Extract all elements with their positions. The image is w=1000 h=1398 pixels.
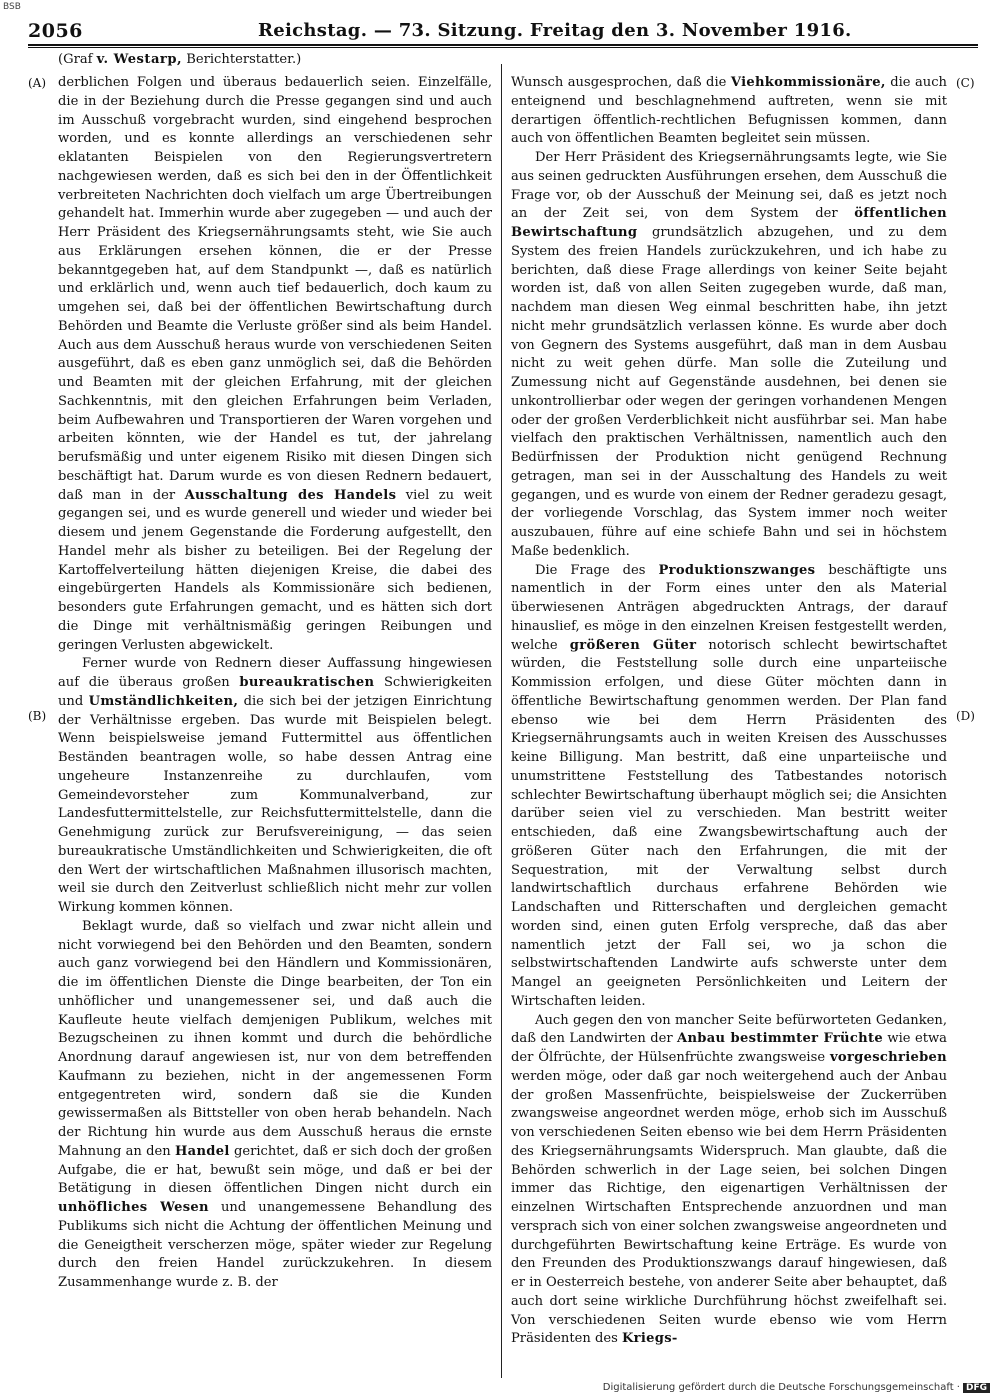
paragraph: Auch gegen den von mancher Seite befürworteten Gedanken, daß den Landwirten der Anbau bestimmter Früchte wie etwa der Ölfrüchte, der Hülsenfrüchte zwangsweise vorgeschrieben werden möge, oder daß gar noch weitergehend auch der Anbau der großen Massenfrüchte, beispielsweise der Zuckerrüben zwangsweise angeordnet werden möge, erhob sich im Ausschuß von verschiedenen Seiten ebenso wie bei dem Herrn Präsidenten des Kriegsernährungsamts Widerspruch. Man glaubte, daß die Behörden schwerlich in der Lage seien, bei solchen Dingen immer das Richtige, den eigenartigen Verhältnissen der einzelnen Wirtschaften Entsprechende anzuordnen und man versprach sich von einer solchen zwangsweise angeordneten und durchgeführten Bewirtschaftung keine Erträge. Es wurde von den Freunden des Produktionszwangs darauf hingewiesen, daß er in Oesterreich bestehe, von anderer Seite aber behauptet, daß auch dort seine wirkliche Durchführung höchst zweifelhaft sei. Von verschiedenen Seiten wurde ebenso wie vom Herrn Präsidenten des Kriegs- bbox=[511, 1012, 947, 1347]
emphasis: öffentlichen Bewirtschaftung bbox=[511, 206, 947, 240]
page-number: 2056 bbox=[28, 20, 83, 42]
emphasis: bureaukratischen bbox=[239, 675, 375, 690]
paragraph: Ferner wurde von Rednern dieser Auffassung hingewiesen auf die überaus großen bureaukratischen Schwierigkeiten und Umständlichkeiten, die sich bei der jetzigen Einrichtung der Verhältnisse ergeben. Das wurde mit Beispielen belegt. Wenn beispielsweise jemand Futtermittel aus öffentlichen Beständen beantragen wolle, so habe dessen Antrag eine ungeheure Instanzenreihe zu durchlaufen, vom Gemeindevorsteher zum Kommunalverband, zur Landesfuttermittelstelle, zur Reichsfuttermittelstelle, dann die Genehmigung zurück zur Berufsvereinigung, — das seien bureaukratische Umständlichkeiten und Schwierigkeiten, die oft den Wert der wirtschaftlichen Maßnahmen illusorisch machten, weil sie durch den Zeitverlust schließlich nicht mehr zur vollen Wirkung kommen können. bbox=[58, 656, 492, 915]
left-column bbox=[58, 74, 492, 1293]
speaker-line bbox=[58, 52, 301, 67]
emphasis: Produktionszwanges bbox=[658, 562, 816, 578]
digitization-footer bbox=[603, 1382, 990, 1393]
header-rule bbox=[28, 44, 978, 46]
emphasis: Umständlichkeiten, bbox=[88, 693, 239, 709]
speaker-prefix: (Graf bbox=[58, 52, 93, 67]
paragraph: derblichen Folgen und überaus bedauerlich seien. Einzelfälle, die in der Beziehung durch die Presse gegangen sind und auch im Ausschuß vorgebracht wurden, sind eingehend besprochen worden, und es konnte allerdings an verschiedenen sehr eklatanten Beispielen von den Regierungsvertretern nachgewiesen werden, daß es sich bei den in der Öffentlichkeit verbreiteten Nachrichten doch vielfach um arge Übertreibungen gehandelt hat. Immerhin wurde aber zugegeben — und auch der Herr Präsident des Kriegsernährungsamts steht, wie Sie auch aus Erklärungen ersehen können, die er der Presse bekanntgegeben hat, auf dem Standpunkt —, daß es natürlich und erklärlich und, wenn auch tief bedauerlich, doch kaum zu umgehen sei, daß bei der öffentlichen Bewirtschaftung durch Behörden und Beamte die Verluste größer sind als beim Handel. Auch aus dem Ausschuß heraus wurde von verschiedenen Seiten ausgeführt, daß es eben ganz unmöglich sei, daß die Behörden und Beamten mit der gleichen Erfahrung, mit der gleichen Sachkenntnis, mit den gleichen Erfahrungen beim Verladen, beim Aufbewahren und Transportieren der Waren vorgehen und arbeiten könnten, wie der Handel es tut, der jahrelang berufsmäßig und unter eigenem Risiko mit diesen Dingen sich beschäftigt hat. Darum wurde es von diesen Rednern bedauert, daß man in der Ausschaltung des Handels viel zu weit gegangen sei, und es wurde generell und wieder und wieder bei diesem und jenem Gegenstande die Forderung aufgestellt, den Handel mehr als bisher zu beteiligen. Bei der Regelung der Kartoffelverteilung hätten diejenigen Kreise, die dabei des eingebürgerten Handels als Kommissionäre sich bedienen, besonders gute Erfahrungen gemacht, und es hätten sich dort die Dinge mit verhältnismäßig geringen Reibungen und geringen Verlusten abgewickelt. bbox=[58, 75, 493, 653]
column-divider bbox=[501, 64, 502, 1378]
footer-text: Digitalisierung gefördert durch die Deutsche Forschungsgemeinschaft · bbox=[602, 1382, 960, 1393]
paragraph: Beklagt wurde, daß so vielfach und zwar nicht allein und nicht vorwiegend bei den Behörden und den Beamten, sondern auch ganz vorwiegend bei den Händlern und Kommissionären, die im öffentlichen Dienste die Dinge bearbeiten, der Ton ein unhöflicher und unangemessener sei, und daß auch die Kaufleute heute vielfach demjenigen Publikum, welches mit Bezugscheinen zu ihnen kommt und durch die behördliche Anordnung darauf angewiesen ist, nur von dem betreffenden Kaufmann zu beziehen, nicht in der angemessenen Form entgegentreten wird, sondern daß sie die Kunden gewissermaßen als Bittsteller von oben herab behandeln. Nach der Richtung hin wurde aus dem Ausschuß heraus die ernste Mahnung an den Handel gerichtet, daß er sich doch der großen Aufgabe, die er hat, bewußt sein möge, und daß er bei der Betätigung in diesen öffentlichen Dingen nicht durch ein unhöfliches Wesen und unangemessene Behandlung des Publikums sich nicht die Achtung der öffentlichen Meinung und die Geneigtheit verscherzen möge, später wieder zur Regelung durch den freien Handel zurückzukehren. In diesem Zusammenhange wurde z. B. der bbox=[58, 918, 492, 1290]
right-column bbox=[511, 74, 947, 1349]
speaker-name: v. Westarp, bbox=[96, 52, 183, 67]
margin-mark-b: (B) bbox=[28, 709, 47, 723]
dfg-logo: DFG bbox=[963, 1383, 990, 1393]
emphasis: Anbau bestimmter Früchte bbox=[677, 1031, 883, 1047]
library-stamp: BSB bbox=[3, 2, 21, 12]
emphasis: größeren Güter bbox=[569, 637, 697, 653]
emphasis: Viehkommissionäre, bbox=[730, 75, 886, 90]
emphasis: vorgeschrieben bbox=[830, 1050, 947, 1065]
speaker-role: Berichterstatter.) bbox=[186, 52, 302, 67]
page-title: Reichstag. — 73. Sitzung. Freitag den 3. November 1916. bbox=[258, 20, 852, 41]
margin-mark-a: (A) bbox=[28, 76, 47, 90]
emphasis: Ausschaltung des Handels bbox=[184, 487, 397, 503]
emphasis: Kriegs- bbox=[621, 1331, 678, 1347]
header-rule-thin bbox=[28, 47, 978, 48]
margin-mark-c: (C) bbox=[956, 76, 975, 90]
margin-mark-d: (D) bbox=[956, 709, 975, 723]
paragraph: Die Frage des Produktionszwanges beschäftigte uns namentlich in der Form eines unter den als Material überwiesenen Anträgen abgedruckten Antrags, der darauf hinauslief, es möge in den einzelnen Kreisen festgestellt werden, welche größeren Güter notorisch schlecht bewirtschaftet würden, die Feststellung solle durch eine unparteiische Kommission erfolgen, und diese Güter möchten dann in öffentliche Bewirtschaftung genommen werden. Der Plan fand ebenso wie bei dem Herrn Präsidenten des Kriegsernährungsamts auch in weiten Kreisen des Ausschusses keine Billigung. Man bestritt, daß eine unparteiische und unumstrittene Feststellung des Tatbestandes notorisch schlechter Bewirtschaftung überhaupt möglich sei; die Ansichten darüber seien viel zu verschieden. Man bestritt weiter entschieden, daß eine Zwangsbewirtschaftung auch der größeren Güter nach den Erfahrungen, die mit der Sequestration, mit der Verwaltung selbst durch landwirtschaftlich durchaus erfahrene Behörden wie Landschaften und Ritterschaften und dergleichen gemacht worden sind, einen guten Erfolg verspreche, daß das aber namentlich jetzt der Fall sei, wo ja schon die selbstwirtschaftenden Landwirte aufs schwerste unter dem Mangel an geeigneten Persönlichkeiten und Leitern der Wirtschaften leiden. bbox=[511, 562, 947, 1009]
page-header bbox=[28, 14, 978, 42]
paragraph: Der Herr Präsident des Kriegsernährungsamts legte, wie Sie aus seinen gedruckten Ausführungen ersehen, dem Ausschuß die Frage vor, ob der Ausschuß der Meinung sei, daß es jetzt noch an der Zeit sei, von dem System der öffentlichen Bewirtschaftung grundsätzlich abzugehen, und zu dem System des freien Handels zurückzukehren, und ich habe zu berichten, daß diese Frage allerdings von keiner Seite bejaht worden ist, daß von allen Seiten zugegeben wurde, daß man, nachdem man diesen Weg einmal beschritten habe, ihn jetzt nicht mehr grundsätzlich verlassen könne. Es wurde aber doch von Gegnern des Systems ausgeführt, daß man in dem Ausbau nicht zu weit gehen dürfe. Man solle die Zuteilung und Zumessung nicht auf Gegenstände ausdehnen, bei denen sie unkontrollierbar oder wegen der geringen vorhandenen Mengen oder der großen Verderblichkeit nicht ausführbar sei. Man habe vielfach den praktischen Verhältnissen, namentlich auch den Bedürfnissen der Produktion nicht genügend Rechnung getragen, man sei in der Ausschaltung des Handels zu weit gegangen, und es wurde von einem der Redner geradezu gesagt, der vorliegende Vorschlag, das System immer noch weiter auszubauen, führe auf eine schiefe Bahn und sei in höchstem Maße bedenklich. bbox=[511, 150, 947, 559]
paragraph: Wunsch ausgesprochen, daß die Viehkommissionäre, die auch enteignend und beschlagnehmend auftreten, wenn sie mit derartigen öffentlich-rechtlichen Befugnissen kommen, dann auch von öffentlichen Beamten begleitet sein müssen. bbox=[511, 75, 947, 147]
emphasis: unhöfliches Wesen bbox=[58, 1200, 209, 1215]
emphasis: Handel bbox=[175, 1143, 230, 1159]
